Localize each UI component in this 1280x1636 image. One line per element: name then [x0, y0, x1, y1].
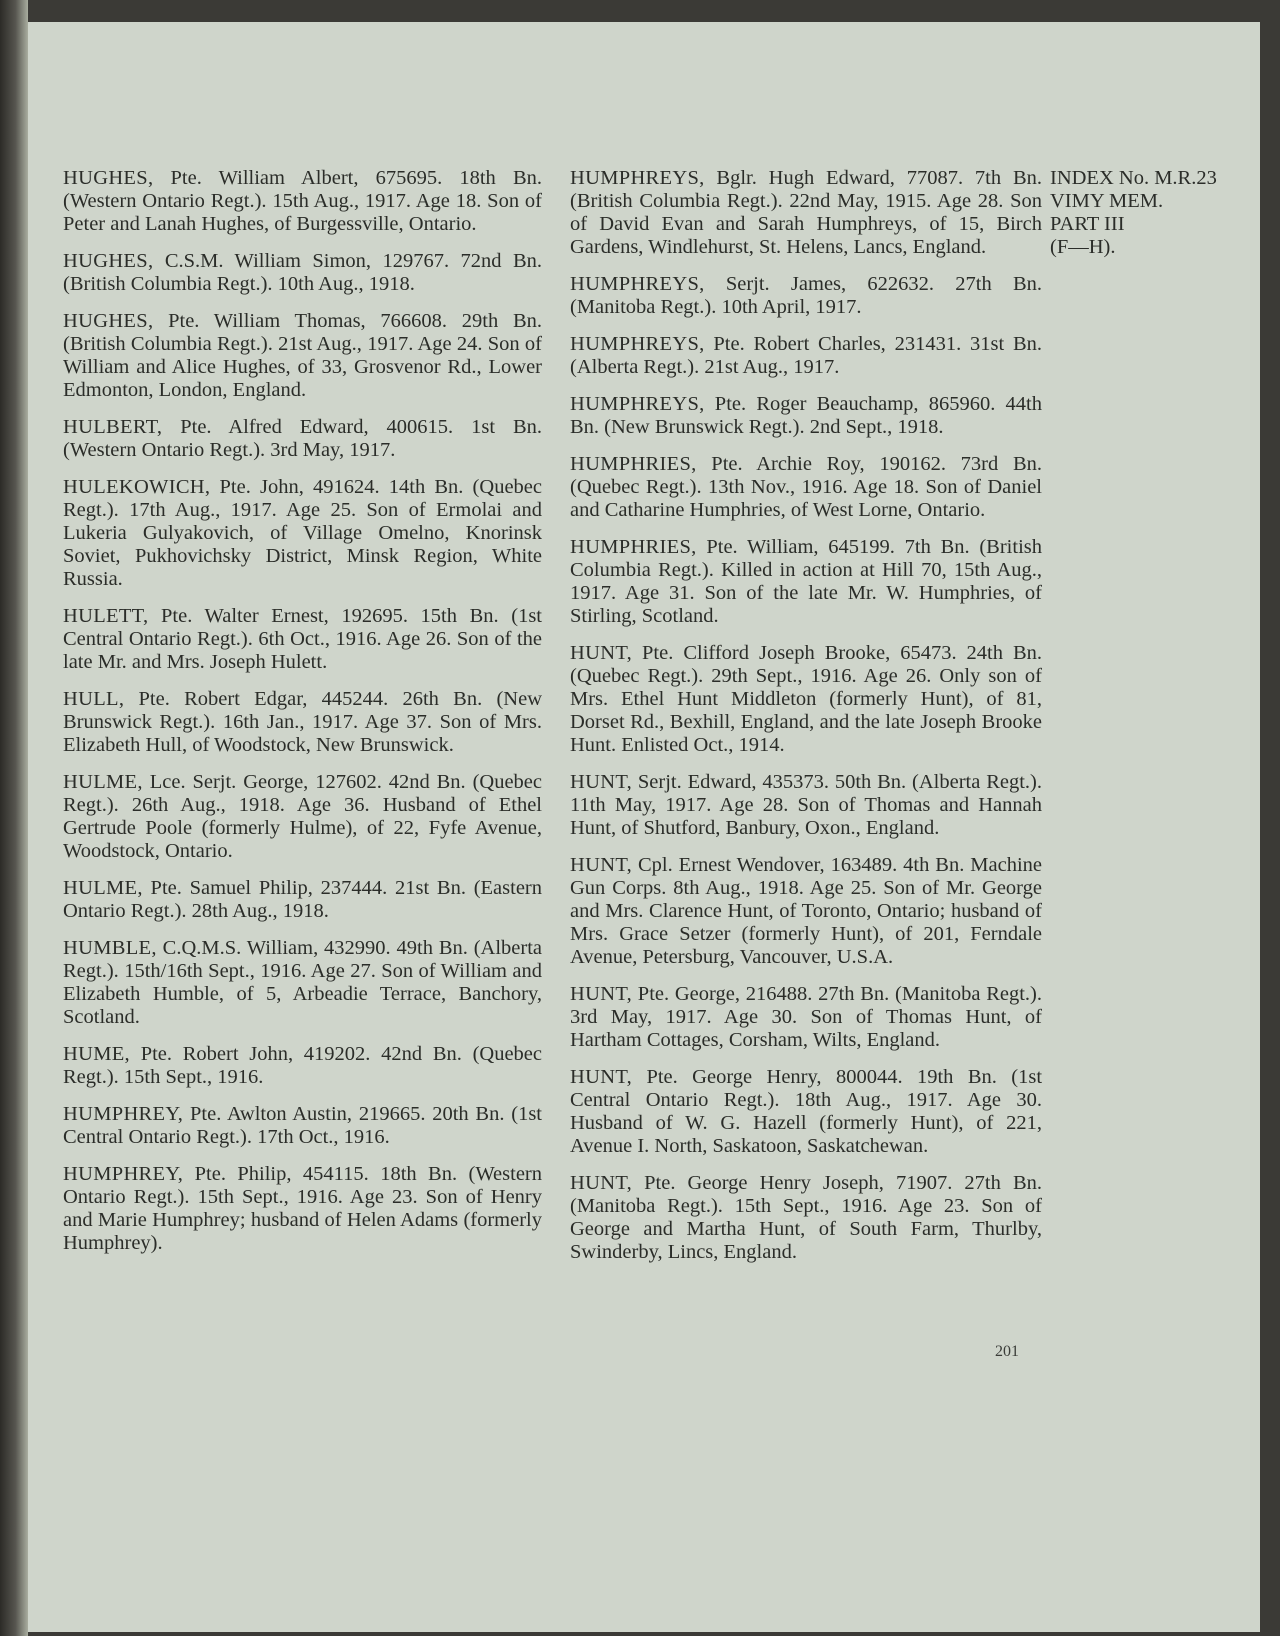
entry-text: Pte. Roger Beauchamp, 865960. 44th Bn. (New Brunswick Regt.). 2nd Sept., 1918. [570, 393, 1043, 438]
list-item [63, 1163, 542, 1255]
entry-name: HUMPHREYS, [570, 393, 705, 415]
entry-name: HUNT, [570, 1066, 633, 1088]
entry-text: C.S.M. William Simon, 129767. 72nd Bn. (British Columbia Regt.). 10th Aug., 1918. [63, 250, 542, 295]
list-item [63, 1103, 542, 1149]
entry-name: HUNT, [570, 1172, 633, 1194]
entry-name: HUGHES, [63, 310, 154, 332]
entry-text: Pte. Walter Ernest, 192695. 15th Bn. (1st Central Ontario Regt.). 6th Oct., 1916. Age 26. Son of the late Mr. and Mrs. Joseph Hulett. [63, 605, 542, 673]
entry-text: Cpl. Ernest Wendover, 163489. 4th Bn. Machine Gun Corps. 8th Aug., 1918. Age 25. Son of Mr. George and Mrs. Clarence Hunt, of Toronto, Ontario; husband of Mrs. Grace Setzer (formerly Hunt), of 201, Ferndale Avenue, Petersburg, Vancouver, U.S.A. [570, 854, 1043, 968]
entry-text: Pte. John, 491624. 14th Bn. (Quebec Regt.). 17th Aug., 1917. Age 25. Son of Ermolai and Lukeria Gulyakovich, of Village Omelno, Knorinsk Soviet, Pukhovichsky District, Minsk Region, White Russia. [63, 476, 542, 590]
list-item [63, 310, 542, 402]
entry-name: HUMPHREYS, [570, 167, 705, 189]
list-item [63, 688, 542, 757]
list-item [63, 476, 542, 591]
entry-text: Serjt. Edward, 435373. 50th Bn. (Alberta Regt.). 11th May, 1917. Age 28. Son of Thomas and Hannah Hunt, of Shutford, Banbury, Oxon., England. [570, 771, 1042, 839]
entry-name: HUNT, [570, 983, 633, 1005]
letter-range: (F—H). [1050, 236, 1116, 258]
entry-name: HUMPHRIES, [570, 453, 697, 475]
entry-name: HUGHES, [63, 250, 154, 272]
entry-name: HUMBLE, [63, 937, 157, 959]
list-item [63, 167, 542, 236]
entry-text: Pte. Awlton Austin, 219665. 20th Bn. (1st Central Ontario Regt.). 17th Oct., 1916. [63, 1103, 543, 1148]
list-item [63, 1043, 542, 1089]
list-item [63, 605, 542, 674]
entry-name: HUGHES, [63, 167, 154, 189]
entry-name: HUME, [63, 1043, 130, 1065]
entry-name: HULME, [63, 877, 143, 899]
list-item [63, 937, 542, 1029]
entry-name: HUMPHREY, [63, 1103, 184, 1125]
book-binding-edge [0, 0, 28, 1636]
list-item [570, 642, 1042, 757]
list-item [570, 983, 1042, 1052]
entry-name: HUNT, [570, 642, 633, 664]
list-item [570, 393, 1042, 439]
list-item [63, 877, 542, 923]
entry-text: Lce. Serjt. George, 127602. 42nd Bn. (Quebec Regt.). 26th Aug., 1918. Age 36. Husband of Ethel Gertrude Poole (formerly Hulme), of 22, Fyfe Avenue, Woodstock, Ontario. [63, 771, 543, 862]
list-item [570, 453, 1042, 522]
part-label: PART III [1050, 213, 1125, 235]
entry-name: HULEKOWICH, [63, 476, 211, 498]
list-item [570, 771, 1042, 840]
entry-text: Pte. Alfred Edward, 400615. 1st Bn. (Western Ontario Regt.). 3rd May, 1917. [63, 416, 542, 461]
entry-text: Pte. George, 216488. 27th Bn. (Manitoba Regt.). 3rd May, 1917. Age 30. Son of Thomas Hunt, of Hartham Cottages, Corsham, Wilts, England. [570, 983, 1042, 1051]
entry-name: HUNT, [570, 771, 633, 793]
list-item [570, 333, 1042, 379]
entry-name: HUMPHRIES, [570, 536, 697, 558]
entry-text: Pte. Samuel Philip, 237444. 21st Bn. (Eastern Ontario Regt.). 28th Aug., 1918. [63, 877, 542, 922]
entry-text: Pte. William, 645199. 7th Bn. (British Columbia Regt.). Killed in action at Hill 70, 15th Aug., 1917. Age 31. Son of the late Mr. W. Humphries, of Stirling, Scotland. [570, 536, 1042, 627]
index-number: INDEX No. M.R.23 [1050, 167, 1217, 189]
entry-text: Serjt. James, 622632. 27th Bn. (Manitoba Regt.). 10th April, 1917. [570, 273, 1043, 318]
entry-text: Pte. Robert Edgar, 445244. 26th Bn. (New Brunswick Regt.). 16th Jan., 1917. Age 37. Son of Mrs. Elizabeth Hull, of Woodstock, New Brunswick. [63, 688, 542, 756]
list-item [570, 167, 1042, 259]
entry-name: HULETT, [63, 605, 149, 627]
index-reference [1050, 167, 1255, 259]
right-column [570, 167, 1042, 1278]
entry-text: C.Q.M.S. William, 432990. 49th Bn. (Alberta Regt.). 15th/16th Sept., 1916. Age 27. Son of William and Elizabeth Humble, of 5, Arbeadie Terrace, Banchory, Scotland. [63, 937, 543, 1028]
memorial-name: VIMY MEM. [1050, 190, 1164, 212]
entry-text: Pte. Philip, 454115. 18th Bn. (Western Ontario Regt.). 15th Sept., 1916. Age 23. Son of Henry and Marie Humphrey; husband of Helen Adams (formerly Humphrey). [63, 1163, 542, 1254]
entry-name: HULL, [63, 688, 125, 710]
list-item [570, 273, 1042, 319]
entry-name: HULME, [63, 771, 143, 793]
entry-text: Pte. William Albert, 675695. 18th Bn. (Western Ontario Regt.). 15th Aug., 1917. Age 18. Son of Peter and Lanah Hughes, of Burgessville, Ontario. [63, 167, 542, 235]
entry-text: Pte. William Thomas, 766608. 29th Bn. (British Columbia Regt.). 21st Aug., 1917. Age 24. Son of William and Alice Hughes, of 33, Grosvenor Rd., Lower Edmonton, London, England. [63, 310, 542, 401]
entry-name: HUNT, [570, 854, 633, 876]
list-item [63, 771, 542, 863]
list-item [570, 854, 1042, 969]
list-item [570, 1066, 1042, 1158]
list-item [570, 536, 1042, 628]
entry-text: Pte. Robert John, 419202. 42nd Bn. (Quebec Regt.). 15th Sept., 1916. [63, 1043, 543, 1088]
entry-name: HUMPHREY, [63, 1163, 184, 1185]
list-item [63, 416, 542, 462]
entry-text: Bglr. Hugh Edward, 77087. 7th Bn. (British Columbia Regt.). 22nd May, 1915. Age 28. Son of David Evan and Sarah Humphreys, of 15, Birch Gardens, Windlehurst, St. Helens, Lancs, England. [570, 167, 1042, 258]
list-item [63, 250, 542, 296]
entry-name: HUMPHREYS, [570, 273, 705, 295]
entry-name: HULBERT, [63, 416, 163, 438]
entry-text: Pte. Clifford Joseph Brooke, 65473. 24th Bn. (Quebec Regt.). 29th Sept., 1916. Age 26. Only son of Mrs. Ethel Hunt Middleton (formerly Hunt), of 81, Dorset Rd., Bexhill, England, and the late Joseph Brooke Hunt. Enlisted Oct., 1914. [570, 642, 1042, 756]
left-column [63, 167, 542, 1269]
page-number: 201 [995, 1343, 1019, 1360]
entry-text: Pte. George Henry, 800044. 19th Bn. (1st Central Ontario Regt.). 18th Aug., 1917. Age 30. Husband of W. G. Hazell (formerly Hunt), of 221, Avenue I. North, Saskatoon, Saskatchewan. [570, 1066, 1043, 1157]
entry-text: Pte. Archie Roy, 190162. 73rd Bn. (Quebec Regt.). 13th Nov., 1916. Age 18. Son of Daniel and Catharine Humphries, of West Lorne, Ontario. [570, 453, 1042, 521]
entry-name: HUMPHREYS, [570, 333, 705, 355]
list-item [570, 1172, 1042, 1264]
entry-text: Pte. George Henry Joseph, 71907. 27th Bn. (Manitoba Regt.). 15th Sept., 1916. Age 23. Son of George and Martha Hunt, of South Farm, Thurlby, Swinderby, Lincs, England. [570, 1172, 1042, 1263]
entry-text: Pte. Robert Charles, 231431. 31st Bn. (Alberta Regt.). 21st Aug., 1917. [570, 333, 1043, 378]
